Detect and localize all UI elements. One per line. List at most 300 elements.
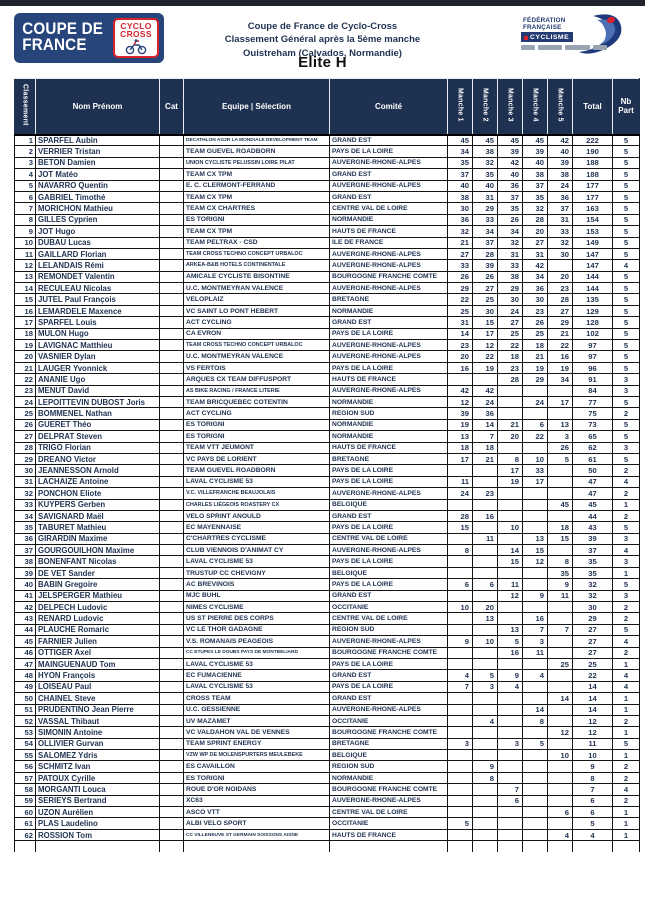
manche1-cell: 37: [448, 169, 473, 180]
manche4-cell: 42: [523, 260, 548, 271]
manche4-cell: 21: [523, 351, 548, 362]
name-cell: VERRIER Tristan: [36, 146, 160, 157]
cat-cell: [160, 761, 184, 772]
table-row: [15, 499, 640, 510]
manche5-cell: 33: [548, 226, 573, 237]
table-row: [15, 807, 640, 818]
comite-cell: AUVERGNE-RHONE-ALPES: [330, 340, 448, 351]
manche4-cell: [523, 602, 548, 613]
team-cell: TEAM GUEVEL ROADBORN: [184, 146, 330, 157]
manche1-cell: [448, 567, 473, 578]
manche2-cell: [473, 807, 498, 818]
rank-cell: [15, 841, 36, 852]
manche5-cell: [548, 761, 573, 772]
cat-cell: [160, 727, 184, 738]
manche1-cell: [448, 658, 473, 669]
cat-cell: [160, 442, 184, 453]
name-cell: OLLIVIER Gurvan: [36, 738, 160, 749]
name-cell: MENUT David: [36, 385, 160, 396]
manche1-cell: 21: [448, 237, 473, 248]
comite-cell: PAYS DE LA LOIRE: [330, 681, 448, 692]
comite-cell: AUVERGNE-RHONE-ALPES: [330, 545, 448, 556]
table-row: [15, 670, 640, 681]
name-cell: GOURGOUILHON Maxime: [36, 545, 160, 556]
total-cell: 147: [573, 248, 613, 259]
manche5-cell: 42: [548, 135, 573, 146]
manche1-cell: 29: [448, 283, 473, 294]
manche3-cell: [498, 499, 523, 510]
team-cell: CC ETUPES LE DOUBS PAYS DE MONTBELIARD: [184, 647, 330, 658]
manche1-cell: [448, 704, 473, 715]
manche4-cell: 14: [523, 704, 548, 715]
team-cell: VC LE THOR GADAGNE: [184, 624, 330, 635]
name-cell: SALOMEZ Ydris: [36, 750, 160, 761]
nb-part-cell: 2: [613, 408, 640, 419]
manche4-cell: 31: [523, 248, 548, 259]
total-cell: 149: [573, 237, 613, 248]
manche4-cell: 15: [523, 545, 548, 556]
manche4-cell: [523, 807, 548, 818]
nb-part-cell: 2: [613, 761, 640, 772]
manche3-cell: 22: [498, 340, 523, 351]
nb-part-cell: 1: [613, 704, 640, 715]
comite-cell: OCCITANIE: [330, 818, 448, 829]
table-row: [15, 191, 640, 202]
table-row: [15, 294, 640, 305]
manche3-cell: 4: [498, 681, 523, 692]
comite-cell: CENTRE VAL DE LOIRE: [330, 613, 448, 624]
nb-part-cell: 5: [613, 305, 640, 316]
comite-cell: HAUTS DE FRANCE: [330, 374, 448, 385]
table-row: [15, 522, 640, 533]
name-cell: LACHAIZE Antoine: [36, 476, 160, 487]
manche2-cell: [473, 693, 498, 704]
nb-part-cell: 5: [613, 294, 640, 305]
manche4-cell: [523, 818, 548, 829]
cat-cell: [160, 157, 184, 168]
table-row: [15, 351, 640, 362]
total-cell: 27: [573, 647, 613, 658]
cat-cell: [160, 624, 184, 635]
manche3-cell: [498, 658, 523, 669]
table-row: [15, 795, 640, 806]
rank-cell: 13: [15, 271, 36, 282]
comite-cell: AUVERGNE-RHONE-ALPES: [330, 248, 448, 259]
comite-cell: BOURGOGNE FRANCHE COMTE: [330, 727, 448, 738]
col-header-comite: Comité: [330, 79, 448, 135]
team-cell: CHARLES LIÉGEOIS ROASTERY CX: [184, 499, 330, 510]
total-cell: 10: [573, 750, 613, 761]
manche3-cell: [498, 693, 523, 704]
manche4-cell: 32: [523, 203, 548, 214]
name-cell: PLAS Laudelino: [36, 818, 160, 829]
table-row: [15, 761, 640, 772]
comite-cell: REGION SUD: [330, 761, 448, 772]
rank-cell: 8: [15, 214, 36, 225]
comite-cell: HAUTS DE FRANCE: [330, 442, 448, 453]
rank-cell: 10: [15, 237, 36, 248]
comite-cell: AUVERGNE-RHONE-ALPES: [330, 385, 448, 396]
team-cell: EC FUMACIENNE: [184, 670, 330, 681]
comite-cell: AUVERGNE-RHONE-ALPES: [330, 636, 448, 647]
nb-part-cell: 1: [613, 807, 640, 818]
name-cell: DELPECH Ludovic: [36, 602, 160, 613]
table-row: [15, 818, 640, 829]
total-cell: 84: [573, 385, 613, 396]
manche4-cell: [523, 681, 548, 692]
manche4-cell: 40: [523, 157, 548, 168]
cat-cell: [160, 522, 184, 533]
table-row: [15, 157, 640, 168]
manche1-cell: 39: [448, 408, 473, 419]
cat-cell: [160, 488, 184, 499]
cat-cell: [160, 453, 184, 464]
manche3-cell: 32: [498, 237, 523, 248]
name-cell: LAUGER Yvonnick: [36, 362, 160, 373]
nb-part-cell: 2: [613, 510, 640, 521]
nb-part-cell: 1: [613, 693, 640, 704]
table-row: [15, 146, 640, 157]
manche4-cell: 12: [523, 556, 548, 567]
cat-cell: [160, 613, 184, 624]
comite-cell: CENTRE VAL DE LOIRE: [330, 807, 448, 818]
manche2-cell: 30: [473, 305, 498, 316]
total-cell: 177: [573, 180, 613, 191]
comite-cell: PAYS DE LA LOIRE: [330, 146, 448, 157]
total-cell: 188: [573, 157, 613, 168]
name-cell: BABIN Gregoire: [36, 579, 160, 590]
table-row: [15, 226, 640, 237]
team-cell: TEAM CX TPM: [184, 226, 330, 237]
total-cell: 25: [573, 658, 613, 669]
nb-part-cell: 5: [613, 419, 640, 430]
manche5-cell: [548, 602, 573, 613]
manche3-cell: 39: [498, 146, 523, 157]
table-row: [15, 488, 640, 499]
manche2-cell: 31: [473, 191, 498, 202]
table-row: [15, 624, 640, 635]
total-cell: 7: [573, 784, 613, 795]
manche5-cell: 10: [548, 750, 573, 761]
team-cell: AC BREVINOIS: [184, 579, 330, 590]
table-row: [15, 419, 640, 430]
total-cell: 27: [573, 636, 613, 647]
team-cell: MJC BUHL: [184, 590, 330, 601]
manche5-cell: 40: [548, 146, 573, 157]
manche3-cell: 19: [498, 476, 523, 487]
manche4-cell: 10: [523, 453, 548, 464]
cat-cell: [160, 681, 184, 692]
manche4-cell: [523, 442, 548, 453]
team-cell: VC SAINT LO PONT HEBERT: [184, 305, 330, 316]
comite-cell: GRAND EST: [330, 169, 448, 180]
manche4-cell: [523, 510, 548, 521]
nb-part-cell: 5: [613, 317, 640, 328]
table-row: [15, 328, 640, 339]
team-cell: UV MAZAMET: [184, 715, 330, 726]
manche1-cell: 28: [448, 510, 473, 521]
manche4-cell: [523, 829, 548, 840]
cat-cell: [160, 328, 184, 339]
rank-cell: 59: [15, 795, 36, 806]
cat-cell: [160, 214, 184, 225]
name-cell: SPARFEL Louis: [36, 317, 160, 328]
manche5-cell: [548, 408, 573, 419]
total-cell: 97: [573, 351, 613, 362]
total-cell: 65: [573, 431, 613, 442]
manche5-cell: 25: [548, 658, 573, 669]
manche3-cell: 27: [498, 317, 523, 328]
manche1-cell: 25: [448, 305, 473, 316]
manche3-cell: 12: [498, 590, 523, 601]
rank-cell: 62: [15, 829, 36, 840]
comite-cell: BOURGOGNE FRANCHE COMTE: [330, 647, 448, 658]
comite-cell: BOURGOGNE FRANCHE COMTE: [330, 271, 448, 282]
team-cell: ES TORIGNI: [184, 772, 330, 783]
team-cell: DECATHLON AG2R LA MONDIALE DEVELOPMENT TEAM: [184, 135, 330, 146]
manche2-cell: [473, 658, 498, 669]
name-cell: JOT Hugo: [36, 226, 160, 237]
nb-part-cell: 5: [613, 157, 640, 168]
rank-cell: 54: [15, 738, 36, 749]
total-cell: 12: [573, 727, 613, 738]
name-cell: SIMONIN Antoine: [36, 727, 160, 738]
rank-cell: 57: [15, 772, 36, 783]
cat-cell: [160, 385, 184, 396]
manche2-cell: 32: [473, 157, 498, 168]
manche2-cell: [473, 567, 498, 578]
cyclo-cross-badge: CYCLO CROSS: [113, 18, 159, 58]
results-table-container: [14, 78, 639, 852]
nb-part-cell: 4: [613, 545, 640, 556]
total-cell: 6: [573, 807, 613, 818]
table-row: [15, 613, 640, 624]
col-header-total: Total: [573, 79, 613, 135]
manche2-cell: 24: [473, 396, 498, 407]
comite-cell: NORMANDIE: [330, 772, 448, 783]
manche4-cell: 26: [523, 317, 548, 328]
manche2-cell: 16: [473, 510, 498, 521]
report-subtitle: Classement Général après la 5ème manche: [224, 34, 421, 46]
total-cell: 144: [573, 271, 613, 282]
name-cell: TABURET Mathieu: [36, 522, 160, 533]
manche2-cell: 38: [473, 146, 498, 157]
total-cell: 32: [573, 579, 613, 590]
manche5-cell: 36: [548, 191, 573, 202]
manche1-cell: [448, 465, 473, 476]
manche4-cell: 13: [523, 533, 548, 544]
manche5-cell: [548, 545, 573, 556]
manche4-cell: [523, 841, 548, 852]
manche3-cell: [498, 567, 523, 578]
cat-cell: [160, 169, 184, 180]
table-row: [15, 829, 640, 840]
manche1-cell: [448, 841, 473, 852]
comite-cell: PAYS DE LA LOIRE: [330, 556, 448, 567]
manche5-cell: 39: [548, 157, 573, 168]
manche5-cell: 21: [548, 328, 573, 339]
cat-cell: [160, 807, 184, 818]
total-cell: 43: [573, 522, 613, 533]
rank-cell: 61: [15, 818, 36, 829]
nb-part-cell: 5: [613, 237, 640, 248]
comite-cell: PAYS DE LA LOIRE: [330, 522, 448, 533]
manche4-cell: 8: [523, 715, 548, 726]
manche5-cell: [548, 647, 573, 658]
name-cell: DUBAU Lucas: [36, 237, 160, 248]
team-cell: TEAM CX TPM: [184, 191, 330, 202]
manche1-cell: 13: [448, 431, 473, 442]
rank-cell: 60: [15, 807, 36, 818]
col-header-equipe: Equipe | Sélection: [184, 79, 330, 135]
manche5-cell: [548, 738, 573, 749]
rank-cell: 34: [15, 510, 36, 521]
team-cell: ES TORIGNI: [184, 431, 330, 442]
team-cell: US ST PIERRE DES CORPS: [184, 613, 330, 624]
manche2-cell: 21: [473, 453, 498, 464]
table-row: [15, 533, 640, 544]
table-row: [15, 260, 640, 271]
table-row: [15, 545, 640, 556]
team-cell: VC PAYS DE LORIENT: [184, 453, 330, 464]
rank-cell: 51: [15, 704, 36, 715]
manche3-cell: 26: [498, 214, 523, 225]
rank-cell: 44: [15, 624, 36, 635]
name-cell: PONCHON Eliote: [36, 488, 160, 499]
cat-cell: [160, 590, 184, 601]
rank-cell: 35: [15, 522, 36, 533]
comite-cell: GRAND EST: [330, 510, 448, 521]
table-row: [15, 305, 640, 316]
manche3-cell: [498, 442, 523, 453]
cat-cell: [160, 772, 184, 783]
manche2-cell: 39: [473, 260, 498, 271]
cat-cell: [160, 715, 184, 726]
name-cell: SCHMITZ Ivan: [36, 761, 160, 772]
manche4-cell: 6: [523, 419, 548, 430]
manche4-cell: 20: [523, 226, 548, 237]
col-header-manche5: Manche 5: [548, 79, 573, 135]
manche1-cell: 27: [448, 248, 473, 259]
comite-cell: AUVERGNE-RHONE-ALPES: [330, 795, 448, 806]
manche2-cell: [473, 727, 498, 738]
table-row: [15, 647, 640, 658]
manche2-cell: [473, 556, 498, 567]
name-cell: TRIGO Florian: [36, 442, 160, 453]
rank-cell: 14: [15, 283, 36, 294]
rank-cell: 46: [15, 647, 36, 658]
rank-cell: 12: [15, 260, 36, 271]
name-cell: BETON Damien: [36, 157, 160, 168]
name-cell: JEANNESSON Arnold: [36, 465, 160, 476]
manche1-cell: [448, 761, 473, 772]
name-cell: PATOUX Cyrille: [36, 772, 160, 783]
nb-part-cell: [613, 841, 640, 852]
manche4-cell: [523, 488, 548, 499]
nb-part-cell: 5: [613, 431, 640, 442]
comite-cell: PAYS DE LA LOIRE: [330, 579, 448, 590]
manche1-cell: 35: [448, 157, 473, 168]
manche1-cell: 42: [448, 385, 473, 396]
name-cell: SAVIGNARD Maël: [36, 510, 160, 521]
total-cell: 47: [573, 488, 613, 499]
nb-part-cell: 5: [613, 351, 640, 362]
total-cell: 50: [573, 465, 613, 476]
name-cell: PLAUCHE Romaric: [36, 624, 160, 635]
rank-cell: 16: [15, 305, 36, 316]
manche1-cell: 15: [448, 522, 473, 533]
table-row: [15, 727, 640, 738]
manche4-cell: 34: [523, 271, 548, 282]
manche1-cell: [448, 533, 473, 544]
manche1-cell: 45: [448, 135, 473, 146]
manche3-cell: [498, 727, 523, 738]
rank-cell: 25: [15, 408, 36, 419]
manche1-cell: 7: [448, 681, 473, 692]
comite-cell: BELGIQUE: [330, 499, 448, 510]
manche1-cell: 32: [448, 226, 473, 237]
name-cell: LEPOITTEVIN DUBOST Joris: [36, 396, 160, 407]
rank-cell: 22: [15, 374, 36, 385]
rank-cell: 24: [15, 396, 36, 407]
table-row: [15, 317, 640, 328]
manche2-cell: [473, 647, 498, 658]
nb-part-cell: 3: [613, 442, 640, 453]
manche1-cell: [448, 772, 473, 783]
name-cell: VASSAL Thibaut: [36, 715, 160, 726]
manche3-cell: 37: [498, 191, 523, 202]
table-row: [15, 237, 640, 248]
manche5-cell: 5: [548, 453, 573, 464]
manche4-cell: 27: [523, 237, 548, 248]
comite-cell: CENTRE VAL DE LOIRE: [330, 203, 448, 214]
manche2-cell: 35: [473, 169, 498, 180]
nb-part-cell: 1: [613, 567, 640, 578]
manche5-cell: [548, 385, 573, 396]
empty-trailing-row: [15, 841, 640, 852]
nb-part-cell: 5: [613, 579, 640, 590]
ffc-logo-text: FÉDÉRATION FRANÇAISE: [523, 17, 566, 32]
nb-part-cell: 3: [613, 590, 640, 601]
col-header-manche3: Manche 3: [498, 79, 523, 135]
manche3-cell: 28: [498, 374, 523, 385]
comite-cell: NORMANDIE: [330, 396, 448, 407]
manche2-cell: 36: [473, 408, 498, 419]
nb-part-cell: 5: [613, 328, 640, 339]
total-cell: 96: [573, 362, 613, 373]
manche5-cell: [548, 715, 573, 726]
name-cell: PRUDENTINO Jean Pierre: [36, 704, 160, 715]
team-cell: TEAM BRICQUEBEC COTENTIN: [184, 396, 330, 407]
team-cell: ES TORIGNI: [184, 214, 330, 225]
nb-part-cell: 1: [613, 818, 640, 829]
manche5-cell: 37: [548, 203, 573, 214]
name-cell: NAVARRO Quentin: [36, 180, 160, 191]
ffc-logo: [499, 12, 631, 64]
table-row: [15, 567, 640, 578]
manche3-cell: 30: [498, 294, 523, 305]
cat-cell: [160, 271, 184, 282]
manche1-cell: 12: [448, 396, 473, 407]
team-cell: ROUE D'OR NOIDANS: [184, 784, 330, 795]
rank-cell: 27: [15, 431, 36, 442]
rank-cell: 45: [15, 636, 36, 647]
manche3-cell: [498, 841, 523, 852]
team-cell: ASCO VTT: [184, 807, 330, 818]
nb-part-cell: 1: [613, 750, 640, 761]
manche2-cell: 6: [473, 579, 498, 590]
manche4-cell: [523, 385, 548, 396]
